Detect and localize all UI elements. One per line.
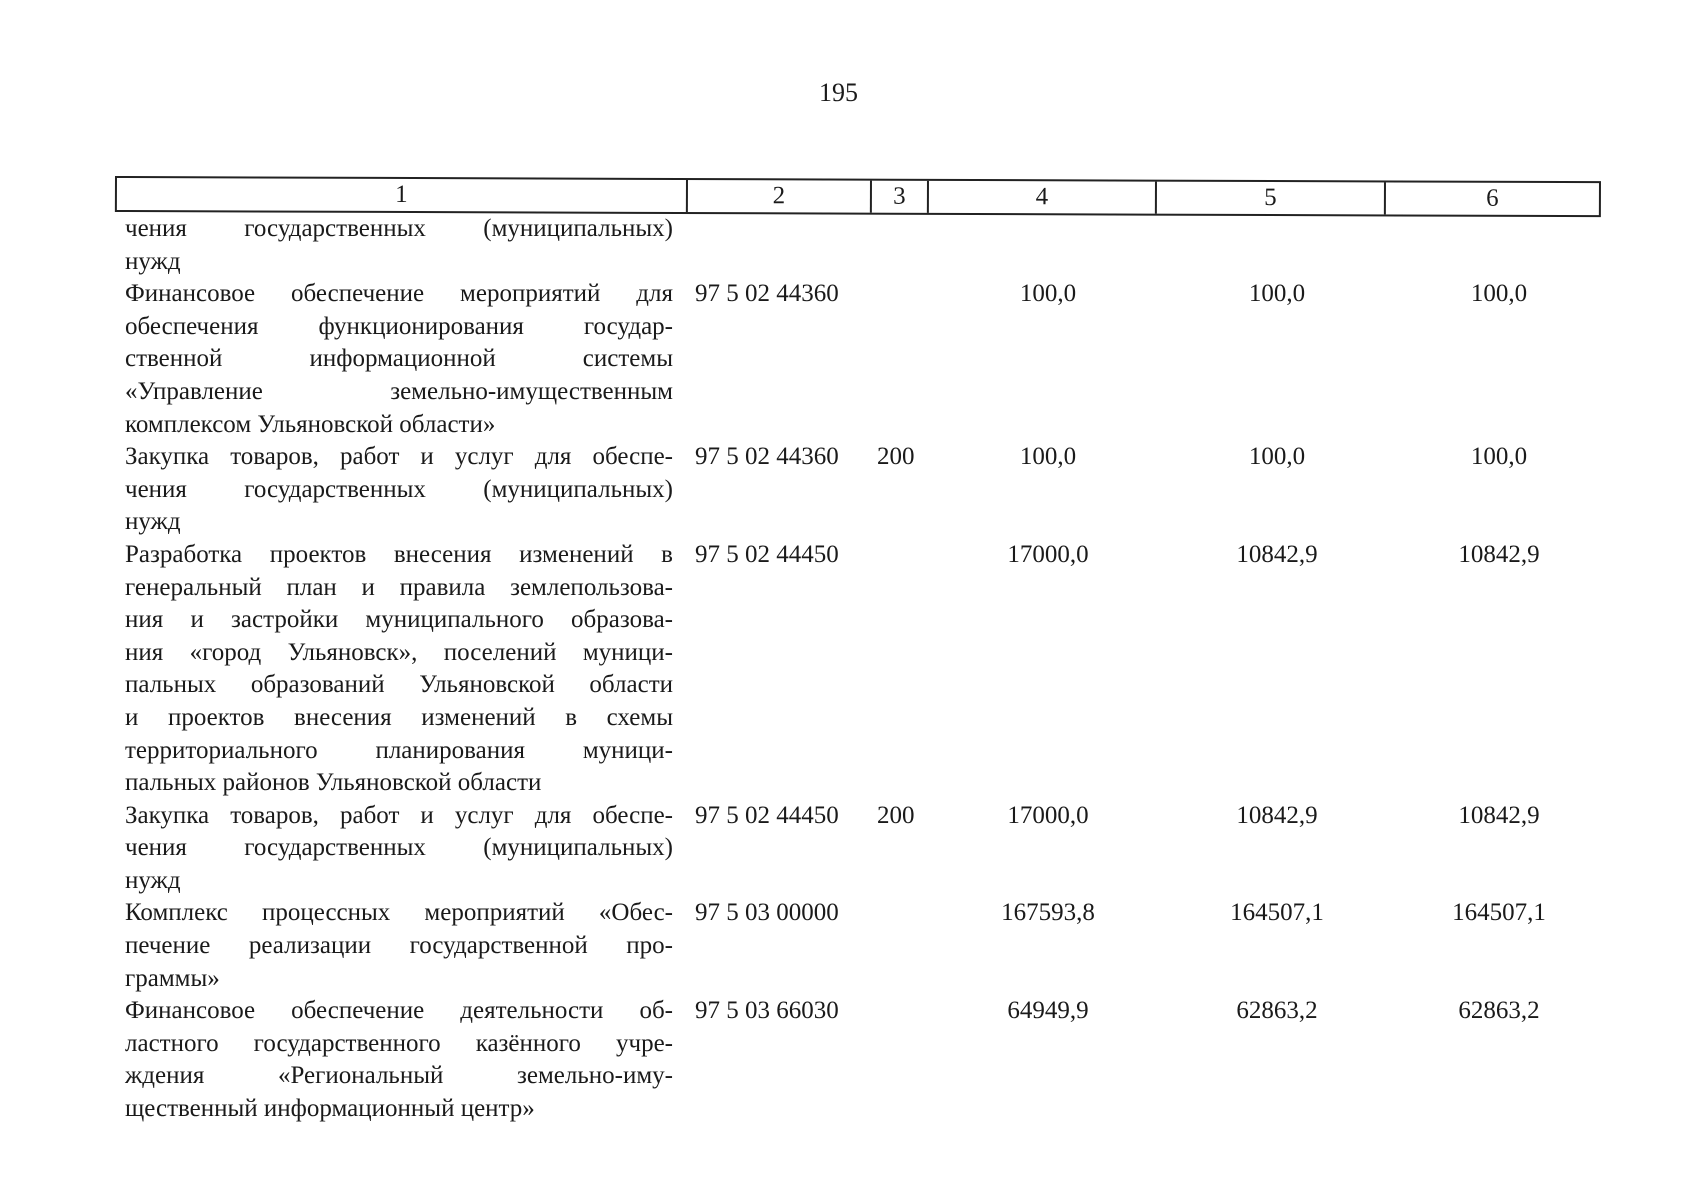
row-code-cell: 97 5 02 44450: [695, 540, 839, 568]
row-value-col4: 17000,0: [1007, 801, 1089, 829]
row-value-col4: 167593,8: [1001, 899, 1095, 927]
row-value-col4: 100,0: [1019, 280, 1077, 308]
row-code-cell: 97 5 02 44450: [695, 801, 839, 829]
row-name-line: генеральный план и правила землепользова-: [125, 573, 673, 601]
table-row: [125, 800, 1605, 898]
row-name-line: Закупка товаров, работ и услуг для обеспе-: [125, 443, 673, 471]
column-header-5: 5: [1157, 182, 1386, 215]
column-header-6: 6: [1486, 184, 1499, 212]
column-header-1: 1: [117, 178, 688, 212]
row-name-cell: [125, 441, 673, 539]
row-name-line: щественный информационный центр»: [125, 1095, 535, 1123]
page-number: [0, 78, 1697, 108]
column-header-4: 4: [929, 181, 1157, 214]
row-name-line: пальных образований Ульяновской области: [125, 671, 673, 699]
row-name-line: «Управление земельно-имущественным: [125, 377, 673, 405]
row-name-line: нужд: [125, 508, 181, 536]
row-name-line: ственной информационной системы: [125, 345, 673, 373]
column-header-3: 3: [872, 181, 929, 213]
row-name-line: Закупка товаров, работ и услуг для обеспе-: [125, 801, 673, 829]
row-name-cell: [125, 897, 673, 995]
row-name-line: ждения «Региональный земельно-иму-: [125, 1062, 673, 1090]
row-name-line: обеспечения функционирования государ-: [125, 312, 673, 340]
row-name-line: пальных районов Ульяновской области: [125, 769, 542, 797]
row-name-cell: [125, 213, 673, 278]
row-name-line: и проектов внесения изменений в схемы: [125, 703, 673, 731]
page-number-text: 195: [819, 78, 858, 107]
row-name-line: комплексом Ульяновской области»: [125, 410, 496, 438]
row-value-col6: 62863,2: [1458, 997, 1540, 1025]
row-name-line: печение реализации государственной про-: [125, 932, 673, 960]
row-value-col4: 100,0: [1019, 443, 1077, 471]
row-name-cell: [125, 995, 673, 1125]
row-kind-cell: 200: [877, 443, 915, 471]
row-code-cell: 97 5 02 44360: [695, 280, 839, 308]
table-row: [125, 213, 1605, 278]
row-kind-cell: 200: [877, 801, 915, 829]
table-row: [125, 897, 1605, 995]
table-body: [125, 213, 1605, 1126]
row-name-line: чения государственных (муниципальных): [125, 215, 673, 242]
row-name-line: Финансовое обеспечение деятельности об-: [125, 997, 673, 1025]
row-name-line: Финансовое обеспечение мероприятий для: [125, 280, 673, 308]
row-value-col5: 10842,9: [1236, 540, 1318, 568]
row-value-col5: 100,0: [1248, 280, 1306, 308]
row-value-col6: 100,0: [1470, 443, 1528, 471]
row-name-line: Разработка проектов внесения изменений в: [125, 540, 673, 568]
row-name-line: Комплекс процессных мероприятий «Обес-: [125, 899, 673, 927]
row-value-col5: 62863,2: [1236, 997, 1318, 1025]
row-name-line: ластного государственного казённого учре-: [125, 1029, 673, 1057]
row-value-col6: 10842,9: [1458, 801, 1540, 829]
row-value-col6: 164507,1: [1452, 899, 1546, 927]
row-name-line: территориального планирования муници-: [125, 736, 673, 764]
row-value-col4: 17000,0: [1007, 540, 1089, 568]
row-name-line: чения государственных (муниципальных): [125, 834, 673, 862]
row-code-cell: 97 5 02 44360: [695, 443, 839, 471]
table-row: [125, 995, 1605, 1125]
row-name-line: граммы»: [125, 964, 220, 992]
row-value-col4: 64949,9: [1007, 997, 1089, 1025]
table-row: [125, 278, 1605, 441]
table-row: [125, 539, 1605, 800]
row-value-col5: 100,0: [1248, 443, 1306, 471]
row-code-cell: 97 5 03 66030: [695, 997, 839, 1025]
row-name-line: ния и застройки муниципального образова-: [125, 606, 673, 634]
column-header-2: 2: [688, 180, 872, 213]
row-value-col5: 10842,9: [1236, 801, 1318, 829]
row-value-col6: 100,0: [1470, 280, 1528, 308]
row-code-cell: 97 5 03 00000: [695, 899, 839, 927]
row-name-cell: [125, 278, 673, 441]
row-name-line: нужд: [125, 247, 181, 275]
row-value-col6: 10842,9: [1458, 540, 1540, 568]
row-name-cell: [125, 800, 673, 898]
row-name-cell: [125, 539, 673, 800]
table-row: [125, 441, 1605, 539]
row-name-line: нужд: [125, 866, 181, 894]
row-value-col5: 164507,1: [1230, 899, 1324, 927]
row-name-line: ния «город Ульяновск», поселений муници-: [125, 638, 673, 666]
table-header-row: [115, 176, 1601, 217]
row-name-line: чения государственных (муниципальных): [125, 475, 673, 503]
